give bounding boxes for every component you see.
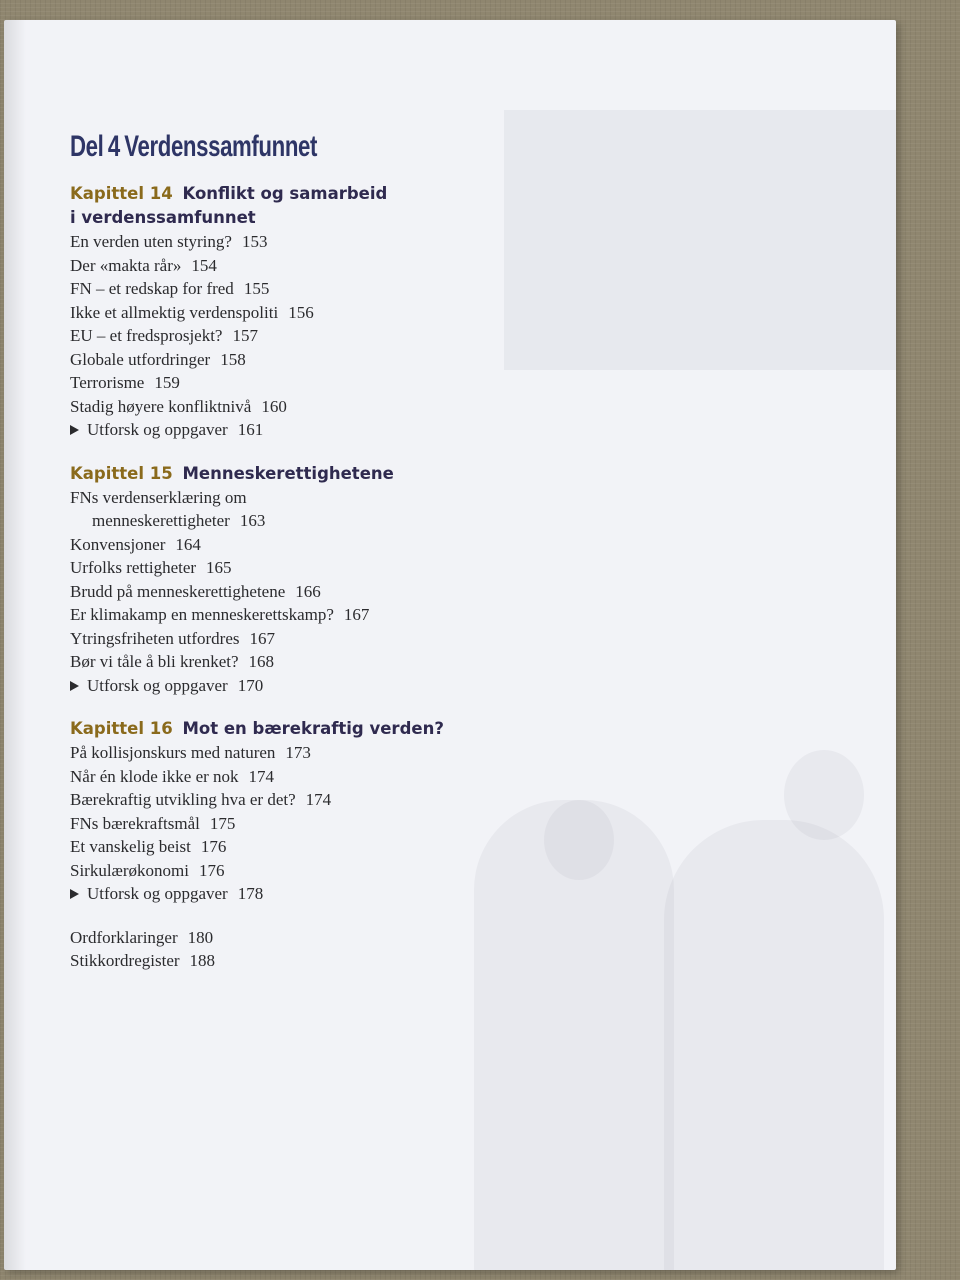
faded-background-figure bbox=[784, 750, 864, 840]
toc-entry[interactable] bbox=[70, 859, 590, 883]
page-number: 167 bbox=[249, 628, 275, 648]
toc-entry[interactable] bbox=[70, 324, 590, 348]
chapter-16 bbox=[70, 717, 590, 906]
toc-entry[interactable] bbox=[70, 301, 590, 325]
page-number: 160 bbox=[261, 396, 287, 416]
entry-title: Stikkordregister bbox=[70, 951, 180, 970]
chapter-label: Kapittel 16 bbox=[70, 719, 173, 738]
toc-entry-exercises[interactable] bbox=[70, 674, 590, 698]
page-number: 178 bbox=[237, 884, 264, 903]
entry-title: Et vanskelig beist bbox=[70, 837, 191, 856]
entry-title: Stadig høyere konfliktnivå bbox=[70, 396, 252, 416]
page-number: 176 bbox=[200, 837, 227, 856]
toc-entry[interactable] bbox=[70, 395, 590, 419]
chapter-heading bbox=[70, 462, 590, 486]
chapter-label: Kapittel 14 bbox=[70, 184, 173, 203]
page-number: 174 bbox=[305, 790, 332, 809]
page-number: 158 bbox=[220, 349, 246, 369]
page-number: 154 bbox=[191, 255, 217, 275]
chapter-heading bbox=[70, 717, 590, 741]
toc-entry[interactable] bbox=[70, 812, 590, 836]
page-number: 174 bbox=[248, 766, 275, 786]
toc-entry-exercises[interactable] bbox=[70, 882, 590, 906]
chapter-15 bbox=[70, 462, 590, 698]
part-label: Del bbox=[70, 130, 104, 163]
page-number: 156 bbox=[288, 302, 314, 322]
toc-entry[interactable] bbox=[70, 230, 590, 254]
toc-entry[interactable] bbox=[70, 788, 590, 812]
page-number: 167 bbox=[343, 605, 370, 624]
entry-title: Når én klode ikke er nok bbox=[70, 766, 239, 786]
page-number: 188 bbox=[189, 951, 216, 970]
part-name: Verdenssamfunnet bbox=[124, 130, 318, 163]
entry-title: Sirkulærøkonomi bbox=[70, 860, 190, 880]
toc-entry[interactable] bbox=[70, 580, 590, 604]
entry-title: På kollisjonskurs med naturen bbox=[70, 743, 276, 762]
entry-title: Utforsk og oppgaver bbox=[87, 675, 228, 695]
page-number: 153 bbox=[241, 232, 268, 251]
entry-title: Ordforklaringer bbox=[70, 927, 178, 947]
toc-entry[interactable] bbox=[70, 486, 590, 510]
chapter-heading bbox=[70, 182, 590, 206]
book-page bbox=[4, 20, 896, 1270]
toc-entry[interactable] bbox=[70, 741, 590, 765]
page-number: 165 bbox=[206, 558, 232, 577]
toc-entry[interactable] bbox=[70, 277, 590, 301]
chapter-title: Mot en bærekraftig verden? bbox=[182, 719, 444, 738]
page-number: 176 bbox=[199, 860, 225, 880]
entry-title: Er klimakamp en menneskerettskamp? bbox=[70, 605, 334, 624]
triangle-bullet-icon bbox=[70, 889, 79, 899]
chapter-14 bbox=[70, 182, 590, 442]
page-number: 168 bbox=[248, 652, 275, 671]
chapter-title: Menneskerettighetene bbox=[182, 463, 394, 483]
triangle-bullet-icon bbox=[70, 681, 79, 691]
entry-title: EU – et fredsprosjekt? bbox=[70, 326, 223, 345]
entry-title: Bør vi tåle å bli krenket? bbox=[70, 652, 239, 671]
toc-entry-index[interactable] bbox=[70, 949, 590, 973]
entry-title: Bærekraftig utvikling hva er det? bbox=[70, 790, 296, 809]
toc-entry[interactable] bbox=[70, 348, 590, 372]
page-number: 161 bbox=[237, 420, 264, 439]
chapter-title: Konflikt og samarbeid bbox=[182, 184, 388, 203]
page-number: 166 bbox=[295, 581, 321, 601]
entry-title: En verden uten styring? bbox=[70, 232, 232, 251]
entry-title: Terrorisme bbox=[70, 373, 145, 392]
toc-entry[interactable] bbox=[70, 835, 590, 859]
spine-shadow bbox=[4, 20, 26, 1270]
entry-title: Utforsk og oppgaver bbox=[87, 884, 228, 903]
page-number: 170 bbox=[237, 675, 264, 695]
toc-entry[interactable] bbox=[70, 254, 590, 278]
page-number: 157 bbox=[232, 326, 258, 345]
page-number: 164 bbox=[175, 534, 201, 554]
entry-title: Konvensjoner bbox=[70, 534, 166, 554]
page-number: 163 bbox=[239, 511, 266, 530]
part-number: 4 bbox=[107, 130, 120, 163]
toc-entry[interactable] bbox=[70, 765, 590, 789]
entry-title: Globale utfordringer bbox=[70, 349, 211, 369]
page-number: 155 bbox=[243, 279, 270, 298]
toc-entry[interactable] bbox=[70, 650, 590, 674]
page-number: 175 bbox=[209, 813, 236, 833]
entry-title: Utforsk og oppgaver bbox=[87, 420, 228, 439]
entry-title: menneskerettigheter bbox=[92, 511, 230, 530]
toc-entry[interactable] bbox=[70, 533, 590, 557]
back-matter bbox=[70, 926, 590, 973]
chapter-label: Kapittel 15 bbox=[70, 463, 173, 483]
page-number: 180 bbox=[187, 927, 214, 947]
table-of-contents bbox=[70, 130, 590, 973]
toc-entry-continued[interactable] bbox=[70, 509, 590, 533]
entry-title: FNs verdenserklæring om bbox=[70, 487, 247, 507]
toc-entry[interactable] bbox=[70, 371, 590, 395]
entry-title: Ytringsfriheten utfordres bbox=[70, 628, 240, 648]
entry-title: FN – et redskap for fred bbox=[70, 279, 234, 298]
page-number: 159 bbox=[154, 373, 180, 392]
triangle-bullet-icon bbox=[70, 425, 79, 435]
entry-title: FNs bærekraftsmål bbox=[70, 813, 200, 833]
entry-title: Urfolks rettigheter bbox=[70, 558, 197, 577]
toc-entry-exercises[interactable] bbox=[70, 418, 590, 442]
entry-title: Brudd på menneskerettighetene bbox=[70, 581, 286, 601]
toc-entry[interactable] bbox=[70, 627, 590, 651]
entry-title: Ikke et allmektig verdenspoliti bbox=[70, 302, 279, 322]
toc-entry[interactable] bbox=[70, 603, 590, 627]
chapter-title-continued: i verdenssamfunnet bbox=[70, 208, 256, 227]
entry-title: Der «makta rår» bbox=[70, 255, 182, 275]
faded-background-figure bbox=[664, 820, 884, 1270]
toc-entry-glossary[interactable] bbox=[70, 926, 590, 950]
page-number: 173 bbox=[285, 743, 311, 762]
toc-entry[interactable] bbox=[70, 556, 590, 580]
part-title bbox=[70, 130, 455, 164]
